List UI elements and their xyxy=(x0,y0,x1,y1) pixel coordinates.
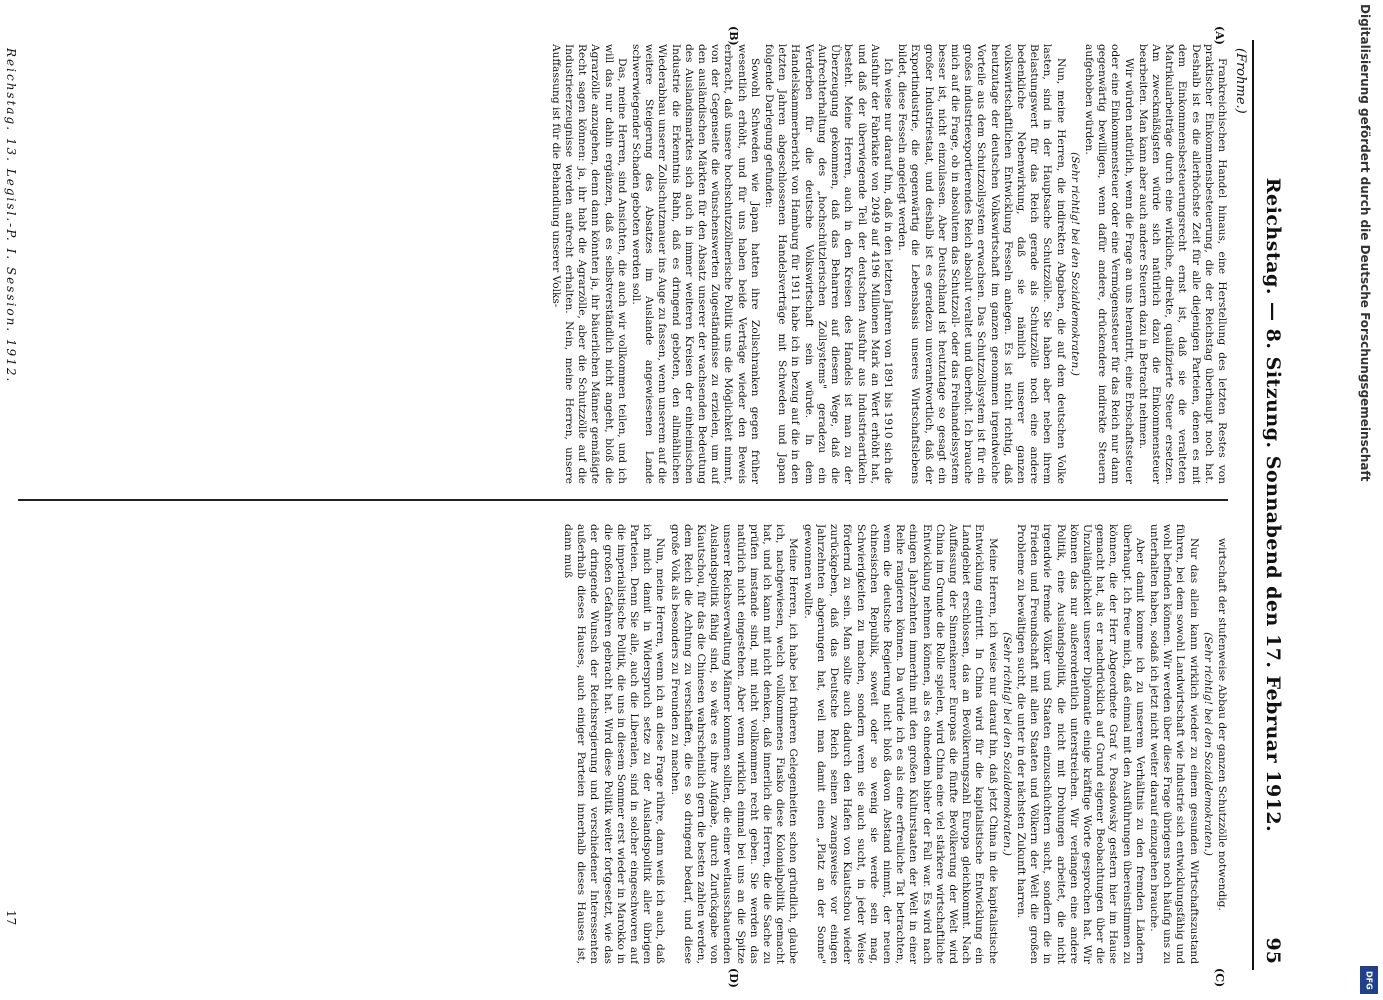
speaker-note: (Frohme.) xyxy=(1233,48,1248,114)
paragraph: Meine Herren, ich weise nur darauf hin, daß jetzt China in die kapitalistische Entwicklung eintritt. In China wird für die kapitalistische Entwicklung ein Landgebiet erschlossen, das an Bevölkerungszahl Europa gleichkommt. Nach Auffassung der Sinnenkenner Europas die fünfte Bevölkerung der Welt wird China im Grunde die Rolle spielen, wird China eine viel stärkere wirtschaftliche Entwicklung nehmen können, als es ohnedem bisher der Fall war. Es wird nach einigen Jahrzehnten immerhin mit den großen Kulturstaaten der Welt in einer Reihe rangieren können. Da würde ich es als eine erfreuliche Tat betrachten, wenn die deutsche Regierung nicht bloß davon Abstand nimmt, der neuen chinesischen Republik, soweit oder so wenig sie werde sein mag, Schwierigkeiten zu machen, sondern wenn sie auch sucht, in jeder Weise fördernd zu sein. Man sollte auch dadurch den Hafen von Kiautschou wieder zurückgeben, daß das Deutsche Reich seinen zwangsweise vor einigen Jahrzehnten abgerungen hat, weil man damit einen „Platz an der Sonne" gewonnen wollte. xyxy=(801,524,999,964)
interjection: (Sehr richtig! bei den Sozialdemokraten.) xyxy=(1068,152,1081,376)
running-head xyxy=(1252,40,1290,970)
paragraph: Sowohl Schweden wie Japan hatten ihre Zollschranken gegen früher wesentlich erhöht, und für uns haben beide Verträge wieder den Beweis erbracht, daß unsere hochschutzzöllnerische Politik uns die Möglichkeit nimmt, von der Gegenseite die wünschenswerten Zugeständnisse zu erzielen, um auf den ausländischen Märkten für den Absatz unserer der wachsenden Bedeutung des Auslandsmarktes sich auch in immer weiteren Kreisen der einheimischen Industrie die Erkenntnis Bahn, daß es dringend geboten, den allmählichen Wiederabbau unserer Zollschutzmauer ins Auge zu fassen, wenn unserem auf die weitere Steigerung des Absatzes im Auslande angewiesenen Lande schwerwiegender Schaden geboten werden soll. xyxy=(630,44,761,484)
paragraph: Das, meine Herren, sind Ansichten, die auch wir vollkommen teilen, und ich will das nur dahin ergänzen, daß es selbstverständlich nicht angeht, bloß die Agrarzölle anzugehen, denn dann könnten ja, ihr bäuerlichen Männer gemäßigte Recht sagen können: ja, ihr habt die Agrarzölle, aber die Schutzzölle auf die Industrieerzeugnisse werden aufrecht erhalten. Nein, meine Herren, unsere Auffassung ist für die Behandlung unserer Volks- xyxy=(549,44,628,484)
paragraph: Wir würden natürlich, wenn die Frage an uns herantritt, eine Erbschaftssteuer oder eine Einkommensteuer oder eine Vermögenssteuer für das Reich nur dann gegenwärtig bewilligen, wenn dafür andere, drückendere indirekte Steuern aufgehoben würden. xyxy=(1082,44,1135,484)
margin-mark-c: (C) xyxy=(1213,968,1226,988)
left-column xyxy=(28,44,1228,484)
paragraph: Ich weise nur darauf hin, daß in den letzten Jahren von 1891 bis 1910 sich die Ausfuhr der Fabrikate von 2049 auf 4196 Millionen Mark an Wert erhöht hat, und daß der überwiegende Teil der deutschen Ausfuhr aus Industrieartikeln besteht. Meine Herren, auch in den Kreisen des Handels ist man zu der Überzeugung gekommen, daß das Beharren auf diesem Wege, daß die Aufrechterhaltung des „hochschützlerischen Zollsystems" geradezu ein Verderben für die deutsche Volkswirtschaft sein würde. In dem Handelskammerbericht von Hamburg für 1911 habe ich in bezug auf die in den letzten Jahren abgeschlossenen Handelsverträge mit Schweden und Japan folgende Darlegung gefunden: xyxy=(763,44,894,484)
footer-sheet-number: 17 xyxy=(4,910,18,926)
margin-mark-a: (A) xyxy=(1213,26,1226,45)
footer-signature: Reichstag. 13. Legisl.-P. I. Session. 1912. xyxy=(4,48,18,384)
paragraph: Nun, meine Herren, wenn ich an diese Frage rühre, dann weiß ich auch, daß ich mich damit in Widerspruch setze zu der Auslandspolitik aller übrigen Parteien. Denn Sie alle, auch die Liberalen, sind in solcher eingeschworen auf die imperialistische Politik, die uns in diesem Sommer erst wieder in Marokko in die großen Gefahren gebracht hat. Wird diese Politik weiter fortgesetzt, wie das der dringende Wunsch der Reichsregierung und verschiedener Interessenten außerhalb dieses Hauses, auch einiger Parteien innerhalb dieses Hauses ist, dann muß xyxy=(562,524,667,964)
paragraph: Aber damit komme ich zu unserem Verhältnis zu den fremden Ländern überhaupt. Ich freue mich, daß einmal mit den Ausführungen übereinstimmen zu können, die der Herr Abgeordnete Graf v. Posadowsky gestern hier im Hause gemacht hat, als er nachdrücklich auf Grund eigener Beobachtungen über die Unzulänglichkeit unserer Diplomatie einige kräftige Worte gesprochen hat. Wir können das nur außerordentlich unterstreichen. Wir verlangen eine andere Politik, eine Auslandspolitik, die nicht mit Drohungen arbeitet, die nicht irgendwie fremde Völker und Staaten einzuschüchtern sucht, sondern die in Frieden und Freundschaft mit allen Staaten und Völkern der Welt die großen Probleme zu bewältigen sucht, die unter in der nächsten Zukunft harren. xyxy=(1014,524,1146,964)
interjection: (Sehr richtig! bei den Sozialdemokraten.) xyxy=(1000,632,1013,856)
paragraph: Nun, meine Herren, die indirekten Abgaben, die auf dem deutschen Volke lasten, sind in der Hauptsache Schutzzölle. Sie haben aber neben ihrem Belastungswert für das Reich gerade als Schutzzölle noch eine andere bedenkliche Nebenwirkung, daß sie nämlich unserer ganzen volkswirtschaftlichen Entwicklung Fesseln anlegen. Es ist nicht richtig, daß heutzutage der deutschen Volkswirtschaft im ganzen genommen irgendwelche Vorteile aus dem Schutzzollsystem erwachsen. Das Schutzzollsystem ist für ein großes industrieexportierendes Reich absolut veraltet und überholt. Ich brauche mich auf die Frage, ob in absolutem das Schutzzoll- oder das Freihandelssystem besser ist, nicht einzulassen. Aber Deutschland ist heutzutage so gesagt ein großer Industriestaat, und deshalb ist es geradezu unverantwortlich, daß der Exportindustrie, die gegenwärtig die Lebensbasis unseres Wirtschaftslebens bildet, diese Fesseln angelegt werden. xyxy=(896,44,1067,484)
interjection: (Sehr richtig! bei den Sozialdemokraten.) xyxy=(1201,632,1214,856)
dfg-logo-icon: DFG xyxy=(1360,966,1378,994)
right-column xyxy=(28,524,1228,964)
margin-mark-d: (D) xyxy=(727,968,740,988)
margin-mark-b: (B) xyxy=(727,26,740,46)
paragraph: wirtschaft der stufenweise Abbau der ganzen Schutzzölle notwendig. xyxy=(1216,538,1228,911)
digitization-note: Digitalisierung gefördert durch die Deutsche Forschungsgemeinschaft xyxy=(1358,4,1372,482)
paragraph: Nur das allein kann wirklich wieder zu einem gesunden Wirtschaftszustand führen, bei dem sowohl Landwirtschaft wie Industrie sich entwicklungsfähig und wohl befinden können. Wir werden über diese Frage übrigens noch häufig uns zu unterhalten haben, sodaß ich jetzt nicht weiter darauf einzugehen brauche. xyxy=(1147,524,1200,964)
column-divider xyxy=(18,499,1228,501)
running-title: Reichstag. — 8. Sitzung. Sonnabend den 17. Februar 1912. xyxy=(1262,177,1284,833)
paragraph: Meine Herren, ich habe bei früheren Gelegenheiten schon gründlich, glaube ich, nachgewiesen, welch vollkommenes Fiasko diese Kolonialpolitik gemacht hat, und ich kann mit nicht denken, daß innerlich die Herren, die die Sache zu prüfen imstande sind, mit nicht vollkommen recht geben. Sie werden das natürlich nicht eingestehen. Aber wenn wirklich einmal bei uns an die Spitze unserer Reichsverwaltung Männer kommen sollten, die einer weitausschauenden Auslandspolitik fähig sind, so wäre es ihre Aufgabe, durch Zurückgabe von Kiautschou, für das die Chinesen wahrscheinlich gern die besten zahlen werden, dem Reich die Achtung zu verschaffen, die es so dringend bedarf, und diese große Volk als besonders zu Freunden zu machen. xyxy=(668,524,800,964)
paragraph: Frankreichischen Handel hinaus, eine Herstellung des letzten Restes von praktischer Einkommensbesteuerung, die der Reichstag überhaupt noch hat. Deshalb ist es die allerhöchste Zeit für alle diejenigen Parteien, denen es mit dem Einkommensbesteuerungsrecht ernst ist, daß sie die veralteten Matrikularbeiträge durch eine wirkliche, direkte, qualifizierte Steuer ersetzen. Am zweckmäßigsten würde sich natürlich dazu die Einkommensteuer bearbeiten. Man kann aber auch andere Steuern dazu in Betracht nehmen. xyxy=(1136,44,1228,484)
page-number: 95 xyxy=(1262,937,1284,964)
